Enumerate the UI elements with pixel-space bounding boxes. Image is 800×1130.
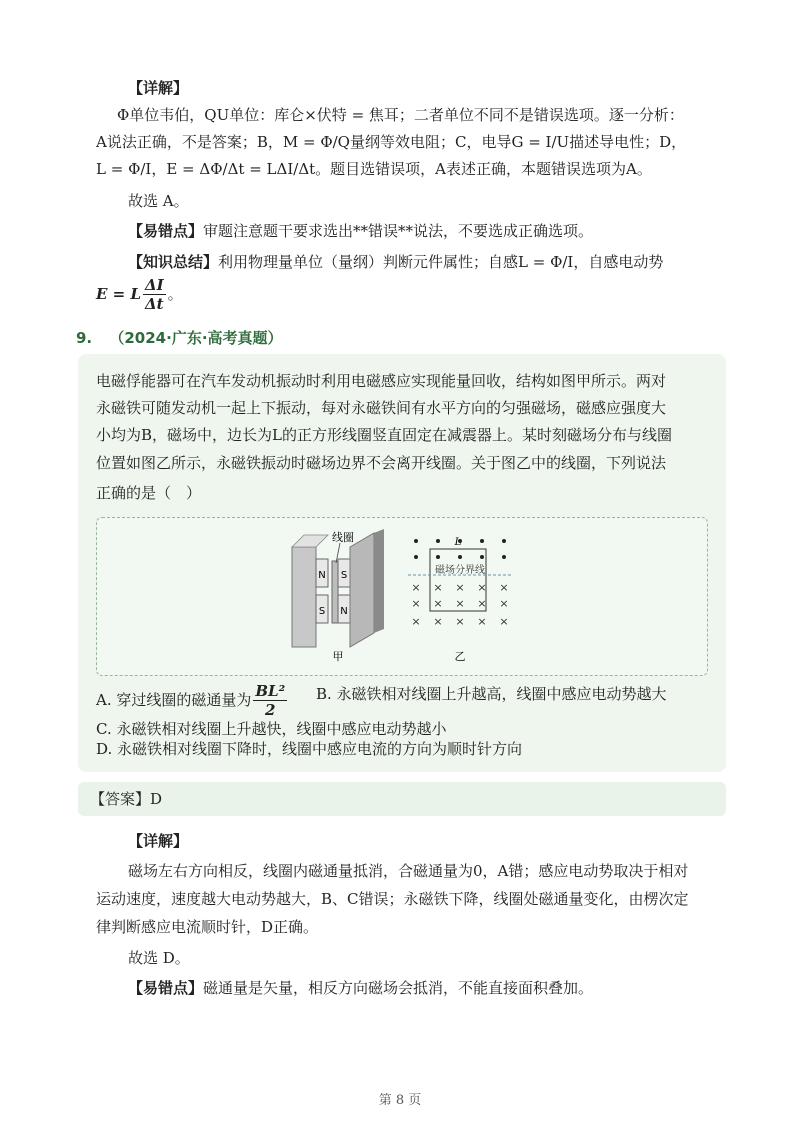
field-cross: × — [433, 581, 443, 594]
question-line-5: 正确的是（ ） — [96, 484, 202, 502]
label-jia: 甲 — [332, 650, 344, 663]
field-dot — [502, 539, 506, 543]
field-dot — [458, 555, 462, 559]
option-c: C. 永磁铁相对线圈上升越快，线圈中感应电动势越小 — [96, 720, 447, 738]
detail-line-3: L = Φ/I，E = ΔΦ/Δt = LΔI/Δt。题目选错误项，A表述正确，本题错误选项为A。 — [96, 160, 652, 178]
eq-left: E = L — [96, 285, 141, 303]
field-cross: × — [477, 597, 487, 610]
option-a-den: 2 — [265, 700, 276, 719]
option-a-text: A. 穿过线圈的磁通量为 — [96, 691, 252, 709]
question-line-1: 电磁俘能器可在汽车发动机振动时利用电磁感应实现能量回收，结构如图甲所示。两对 — [96, 372, 667, 390]
field-dot — [480, 539, 484, 543]
answer-label: 【答案】D — [90, 790, 163, 808]
magnet-letter-4: N — [340, 606, 348, 617]
option-a — [96, 680, 289, 720]
question-line-4: 位置如图乙所示，永磁铁振动时磁场边界不会离开线圈。关于图乙中的线圈，下列说法 — [96, 454, 667, 472]
error-point-heading-2: 【易错点】 — [128, 979, 204, 997]
answer-bar — [78, 782, 726, 816]
field-dot — [414, 539, 418, 543]
option-a-num: BL² — [255, 681, 286, 700]
knowledge-summary — [128, 251, 663, 273]
field-marks — [411, 539, 508, 628]
field-cross: × — [477, 581, 487, 594]
option-b: B. 永磁铁相对线圈上升越高，线圈中感应电动势越大 — [316, 685, 667, 703]
magnet-letter-1: N — [318, 570, 326, 581]
knowledge-heading: 【知识总结】 — [128, 253, 219, 271]
question-number: 9. — [76, 329, 93, 347]
field-cross: × — [499, 581, 509, 594]
field-cross: × — [411, 615, 421, 628]
page-number: 第 8 页 — [378, 1093, 422, 1108]
eq-num: ΔI — [145, 275, 164, 294]
question-line-3: 小均为B，磁场中，边长为L的正方形线圈竖直固定在减震器上。某时刻磁场分布与线圈 — [96, 426, 672, 444]
option-d: D. 永磁铁相对线圈下降时，线圈中感应电流的方向为顺时针方向 — [96, 740, 523, 758]
option-a-fraction — [253, 682, 287, 719]
choose-text-2: 故选 D。 — [128, 949, 190, 967]
detail2-line-1: 磁场左右方向相反，线圈内磁通量抵消，合磁通量为0，A错；感应电动势取决于相对 — [128, 862, 689, 880]
error-point-text-2: 磁通量是矢量，相反方向磁场会抵消，不能直接面积叠加。 — [203, 979, 594, 997]
label-yi: 乙 — [454, 650, 466, 663]
magnet-letter-2: S — [340, 570, 348, 581]
field-cross: × — [455, 581, 465, 594]
field-cross: × — [411, 597, 421, 610]
label-L: L — [454, 537, 462, 548]
magnet-letter-3: S — [318, 606, 326, 617]
eq-den: Δt — [145, 294, 164, 313]
field-cross: × — [411, 581, 421, 594]
detail-heading-2: 【详解】 — [128, 832, 189, 850]
knowledge-equation — [96, 274, 183, 314]
coil-label: 线圈 — [332, 531, 354, 544]
detail-heading: 【详解】 — [128, 79, 189, 97]
error-point — [128, 220, 593, 242]
detail-line-1: Φ单位韦伯，QU单位：库仑×伏特 = 焦耳；二者单位不同不是错误选项。逐一分析： — [117, 106, 684, 124]
error-point-text: 审题注意题干要求选出**错误**说法，不要选成正确选项。 — [203, 222, 594, 240]
field-cross: × — [455, 597, 465, 610]
detail2-line-3: 律判断感应电流顺时针，D正确。 — [96, 918, 319, 936]
field-cross: × — [477, 615, 487, 628]
field-cross: × — [499, 597, 509, 610]
field-dot — [436, 555, 440, 559]
field-dot — [436, 539, 440, 543]
question-source: （2024·广东·高考真题） — [109, 329, 283, 347]
field-dot — [502, 555, 506, 559]
error-point-2 — [128, 977, 593, 999]
field-cross: × — [433, 615, 443, 628]
figure-jia — [292, 529, 384, 647]
question-header — [76, 327, 283, 348]
eq-end: 。 — [167, 285, 183, 303]
knowledge-text: 利用物理量单位（量纲）判断元件属性；自感L = Φ/I，自感电动势 — [218, 253, 664, 271]
field-cross: × — [433, 597, 443, 610]
detail-line-2: A说法正确，不是答案；B，M = Φ/Q量纲等效电阻；C，电导G = I/U描述导电性；D， — [96, 133, 687, 151]
question-line-2: 永磁铁可随发动机一起上下振动，每对永磁铁间有水平方向的匀强磁场，磁感应强度大 — [96, 399, 667, 417]
boundary-label: 磁场分界线 — [435, 565, 485, 576]
field-cross: × — [455, 615, 465, 628]
figure-diagram — [280, 525, 520, 665]
eq-fraction — [143, 276, 166, 313]
choose-text: 故选 A。 — [128, 192, 189, 210]
detail2-line-2: 运动速度，速度越大电动势越大，B、C错误；永磁铁下降，线圈处磁通量变化，由楞次定 — [96, 890, 689, 908]
field-dot — [414, 555, 418, 559]
field-cross: × — [499, 615, 509, 628]
error-point-heading: 【易错点】 — [128, 222, 204, 240]
field-dot — [480, 555, 484, 559]
